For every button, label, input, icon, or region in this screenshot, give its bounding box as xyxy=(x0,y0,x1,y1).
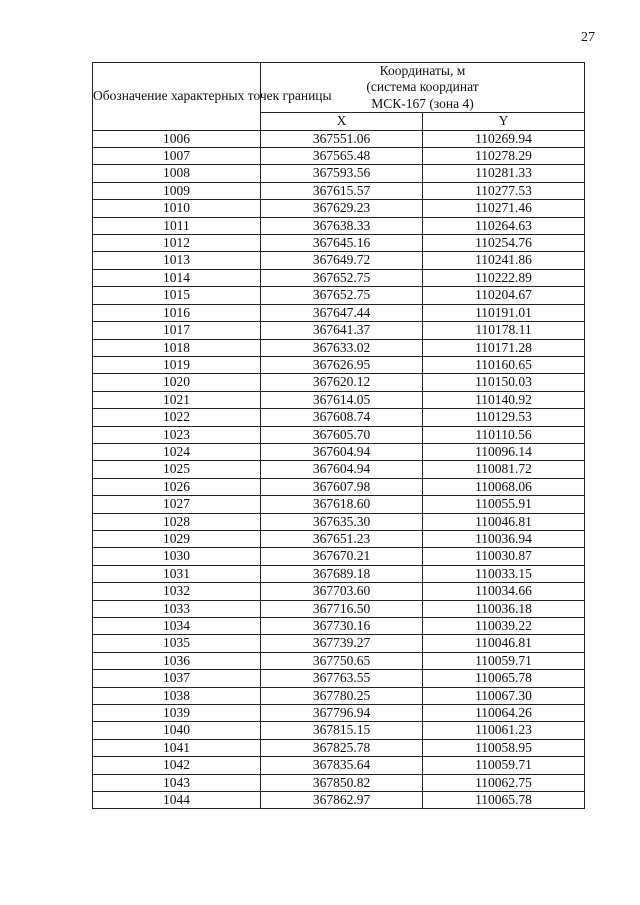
cell-y: 110222.89 xyxy=(423,269,585,286)
cell-y: 110033.15 xyxy=(423,565,585,582)
cell-x: 367730.16 xyxy=(261,618,423,635)
header-point-designation: Обозначение характерных точек границы xyxy=(93,63,261,131)
cell-x: 367551.06 xyxy=(261,130,423,147)
cell-x: 367739.27 xyxy=(261,635,423,652)
table-row xyxy=(93,722,585,739)
cell-y: 110059.71 xyxy=(423,652,585,669)
cell-y: 110271.46 xyxy=(423,200,585,217)
cell-point: 1019 xyxy=(93,356,261,373)
cell-point: 1013 xyxy=(93,252,261,269)
cell-x: 367649.72 xyxy=(261,252,423,269)
cell-x: 367604.94 xyxy=(261,461,423,478)
cell-point: 1039 xyxy=(93,705,261,722)
cell-y: 110264.63 xyxy=(423,217,585,234)
cell-x: 367565.48 xyxy=(261,148,423,165)
cell-x: 367604.94 xyxy=(261,443,423,460)
table-row xyxy=(93,374,585,391)
table-row xyxy=(93,687,585,704)
cell-x: 367645.16 xyxy=(261,235,423,252)
cell-point: 1010 xyxy=(93,200,261,217)
cell-x: 367862.97 xyxy=(261,792,423,809)
table-row xyxy=(93,705,585,722)
cell-x: 367647.44 xyxy=(261,304,423,321)
page-number: 27 xyxy=(581,30,595,45)
cell-y: 110058.95 xyxy=(423,739,585,756)
table-row xyxy=(93,287,585,304)
cell-point: 1041 xyxy=(93,739,261,756)
cell-x: 367689.18 xyxy=(261,565,423,582)
cell-point: 1027 xyxy=(93,496,261,513)
cell-point: 1037 xyxy=(93,670,261,687)
table-row xyxy=(93,217,585,234)
cell-point: 1007 xyxy=(93,148,261,165)
cell-x: 367593.56 xyxy=(261,165,423,182)
table-row xyxy=(93,409,585,426)
table-row xyxy=(93,182,585,199)
cell-y: 110065.78 xyxy=(423,792,585,809)
cell-y: 110046.81 xyxy=(423,513,585,530)
table-row xyxy=(93,670,585,687)
cell-y: 110150.03 xyxy=(423,374,585,391)
cell-y: 110061.23 xyxy=(423,722,585,739)
table-row xyxy=(93,600,585,617)
cell-point: 1015 xyxy=(93,287,261,304)
cell-x: 367670.21 xyxy=(261,548,423,565)
table-row xyxy=(93,478,585,495)
cell-x: 367615.57 xyxy=(261,182,423,199)
header-x: X xyxy=(261,113,423,130)
table-header xyxy=(93,63,585,131)
cell-y: 110059.71 xyxy=(423,757,585,774)
cell-y: 110160.65 xyxy=(423,356,585,373)
cell-point: 1034 xyxy=(93,618,261,635)
cell-x: 367652.75 xyxy=(261,269,423,286)
table-row xyxy=(93,739,585,756)
cell-y: 110140.92 xyxy=(423,391,585,408)
cell-x: 367850.82 xyxy=(261,774,423,791)
cell-point: 1009 xyxy=(93,182,261,199)
cell-x: 367815.15 xyxy=(261,722,423,739)
cell-x: 367629.23 xyxy=(261,200,423,217)
cell-point: 1014 xyxy=(93,269,261,286)
table-row xyxy=(93,269,585,286)
cell-x: 367614.05 xyxy=(261,391,423,408)
header-row-main xyxy=(93,63,585,113)
table-row xyxy=(93,304,585,321)
cell-x: 367750.65 xyxy=(261,652,423,669)
table-row xyxy=(93,635,585,652)
cell-y: 110204.67 xyxy=(423,287,585,304)
cell-point: 1021 xyxy=(93,391,261,408)
cell-x: 367605.70 xyxy=(261,426,423,443)
table-row xyxy=(93,426,585,443)
cell-point: 1017 xyxy=(93,322,261,339)
cell-x: 367652.75 xyxy=(261,287,423,304)
cell-y: 110062.75 xyxy=(423,774,585,791)
cell-y: 110191.01 xyxy=(423,304,585,321)
cell-x: 367641.37 xyxy=(261,322,423,339)
cell-y: 110171.28 xyxy=(423,339,585,356)
cell-point: 1044 xyxy=(93,792,261,809)
cell-x: 367635.30 xyxy=(261,513,423,530)
table-row xyxy=(93,583,585,600)
table-row xyxy=(93,322,585,339)
cell-y: 110046.81 xyxy=(423,635,585,652)
cell-x: 367633.02 xyxy=(261,339,423,356)
table-row xyxy=(93,530,585,547)
cell-y: 110036.18 xyxy=(423,600,585,617)
cell-x: 367780.25 xyxy=(261,687,423,704)
cell-x: 367626.95 xyxy=(261,356,423,373)
cell-x: 367703.60 xyxy=(261,583,423,600)
cell-y: 110039.22 xyxy=(423,618,585,635)
cell-y: 110129.53 xyxy=(423,409,585,426)
table-row xyxy=(93,513,585,530)
cell-point: 1006 xyxy=(93,130,261,147)
table-row xyxy=(93,130,585,147)
cell-point: 1036 xyxy=(93,652,261,669)
table-row xyxy=(93,252,585,269)
coordinates-table xyxy=(92,62,585,809)
cell-y: 110110.56 xyxy=(423,426,585,443)
cell-y: 110096.14 xyxy=(423,443,585,460)
cell-point: 1008 xyxy=(93,165,261,182)
table-row xyxy=(93,235,585,252)
cell-point: 1043 xyxy=(93,774,261,791)
cell-point: 1031 xyxy=(93,565,261,582)
cell-x: 367608.74 xyxy=(261,409,423,426)
cell-y: 110241.86 xyxy=(423,252,585,269)
cell-x: 367618.60 xyxy=(261,496,423,513)
cell-y: 110281.33 xyxy=(423,165,585,182)
cell-point: 1011 xyxy=(93,217,261,234)
cell-x: 367796.94 xyxy=(261,705,423,722)
header-y: Y xyxy=(423,113,585,130)
cell-point: 1024 xyxy=(93,443,261,460)
cell-point: 1033 xyxy=(93,600,261,617)
cell-point: 1028 xyxy=(93,513,261,530)
header-coordinates-line1: Координаты, м xyxy=(379,63,466,78)
cell-point: 1023 xyxy=(93,426,261,443)
table-row xyxy=(93,391,585,408)
table-body xyxy=(93,130,585,809)
cell-y: 110030.87 xyxy=(423,548,585,565)
table-row xyxy=(93,757,585,774)
cell-y: 110081.72 xyxy=(423,461,585,478)
table-row xyxy=(93,443,585,460)
table-row xyxy=(93,565,585,582)
cell-point: 1025 xyxy=(93,461,261,478)
cell-y: 110064.26 xyxy=(423,705,585,722)
cell-point: 1022 xyxy=(93,409,261,426)
cell-y: 110068.06 xyxy=(423,478,585,495)
cell-x: 367835.64 xyxy=(261,757,423,774)
cell-y: 110254.76 xyxy=(423,235,585,252)
table-row xyxy=(93,496,585,513)
table-row xyxy=(93,652,585,669)
cell-point: 1018 xyxy=(93,339,261,356)
header-coordinates-line2: (система координат xyxy=(366,79,479,95)
table-row xyxy=(93,618,585,635)
table-row xyxy=(93,148,585,165)
table-row xyxy=(93,461,585,478)
table-row xyxy=(93,548,585,565)
header-coordinates-line3: МСК-167 (зона 4) xyxy=(371,95,474,111)
cell-point: 1020 xyxy=(93,374,261,391)
cell-y: 110178.11 xyxy=(423,322,585,339)
table-row xyxy=(93,792,585,809)
cell-y: 110067.30 xyxy=(423,687,585,704)
cell-x: 367620.12 xyxy=(261,374,423,391)
cell-y: 110055.91 xyxy=(423,496,585,513)
cell-y: 110269.94 xyxy=(423,130,585,147)
cell-y: 110036.94 xyxy=(423,530,585,547)
table-row xyxy=(93,200,585,217)
table-row xyxy=(93,165,585,182)
cell-point: 1016 xyxy=(93,304,261,321)
cell-point: 1038 xyxy=(93,687,261,704)
cell-point: 1035 xyxy=(93,635,261,652)
cell-y: 110034.66 xyxy=(423,583,585,600)
cell-x: 367651.23 xyxy=(261,530,423,547)
table-row xyxy=(93,339,585,356)
cell-point: 1040 xyxy=(93,722,261,739)
cell-x: 367716.50 xyxy=(261,600,423,617)
cell-point: 1032 xyxy=(93,583,261,600)
cell-x: 367825.78 xyxy=(261,739,423,756)
cell-y: 110278.29 xyxy=(423,148,585,165)
table-row xyxy=(93,356,585,373)
cell-y: 110065.78 xyxy=(423,670,585,687)
cell-point: 1042 xyxy=(93,757,261,774)
cell-y: 110277.53 xyxy=(423,182,585,199)
cell-point: 1026 xyxy=(93,478,261,495)
cell-x: 367763.55 xyxy=(261,670,423,687)
cell-point: 1030 xyxy=(93,548,261,565)
cell-x: 367607.98 xyxy=(261,478,423,495)
cell-x: 367638.33 xyxy=(261,217,423,234)
cell-point: 1029 xyxy=(93,530,261,547)
cell-point: 1012 xyxy=(93,235,261,252)
table-row xyxy=(93,774,585,791)
